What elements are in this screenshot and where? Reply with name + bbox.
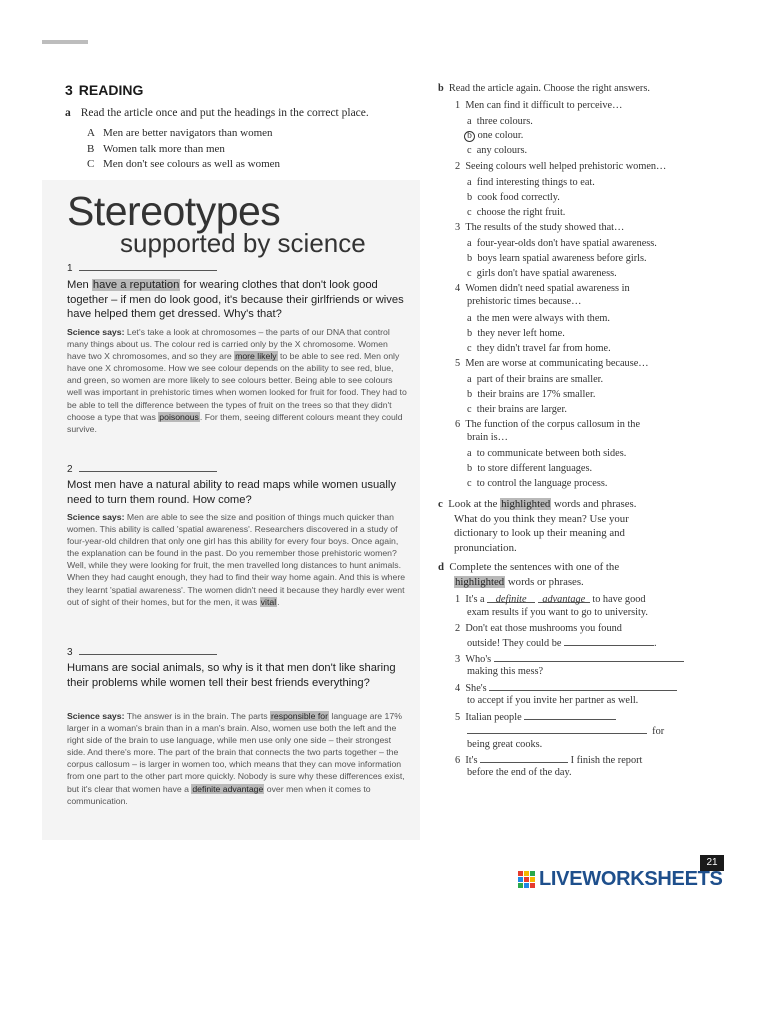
section-2-body: Science says: Men are able to see the size and position of things much quicker than women. This ability is called 'spatial awareness'. Researchers discovered in a study of four-year-old children that only one girl has this ability for every four boys. Once again, the explanation can be found in the past. Do you remember those prehistoric women? Well, while they were looking for fruit, the men travelled long distances to hunt animals. When they had caught enough, they had to find their way home again. And this is where they learnt 'spatial awareness'. The women didn't need it because they hardly ever went out of sight of their homes, but for the men, it was vital. <box>67 512 406 607</box>
heading-a: A Men are better navigators than women <box>87 127 273 139</box>
sentence-5-blank-a[interactable] <box>524 710 616 720</box>
task-d: d Complete the sentences with one of the highlighted words or phrases. <box>438 561 620 588</box>
heading-blank-1[interactable]: 1 <box>67 262 217 274</box>
heading-b: B Women talk more than men <box>87 142 225 155</box>
question-2: 2 Seeing colours well helped prehistoric women… <box>455 161 667 172</box>
q3-option-c[interactable]: c girls don't have spatial awareness. <box>467 268 617 279</box>
sentence-2-cont: outside! They could be . <box>467 638 657 649</box>
logo-icon <box>518 871 535 888</box>
page-number: 21 <box>700 855 724 871</box>
q4-option-b[interactable]: b they never left home. <box>467 328 565 339</box>
sentence-3-cont: making this mess? <box>467 666 544 677</box>
heading-blank-2[interactable]: 2 <box>67 463 217 475</box>
highlight-vital: vital <box>260 596 277 607</box>
question-5: 5 Men are worse at communicating because… <box>455 358 649 369</box>
heading-answer-line-3[interactable] <box>79 646 217 655</box>
sentence-5-mid: for <box>467 724 664 740</box>
sentence-1-cont: exam results if you want to go to university. <box>467 607 648 618</box>
sentence-3: 3 Who's <box>455 652 684 668</box>
sentence-1: 1 It's a definite advantage to have good <box>455 594 646 605</box>
question-4-cont: prehistoric times because… <box>467 296 582 307</box>
sentence-5-blank-b[interactable] <box>467 724 647 734</box>
headings-list <box>87 126 280 173</box>
q2-option-a[interactable]: a find interesting things to eat. <box>467 177 595 188</box>
question-6: 6 The function of the corpus callosum in the <box>455 419 641 430</box>
task-b-instruction: b Read the article again. Choose the right answers. <box>438 83 650 94</box>
sentence-6: 6 It's I finish the report <box>455 755 643 766</box>
question-6-cont: brain is… <box>467 432 508 443</box>
question-3: 3 The results of the study showed that… <box>455 222 625 233</box>
q5-option-c[interactable]: c their brains are larger. <box>467 404 567 415</box>
q3-option-a[interactable]: a four-year-olds don't have spatial awareness. <box>467 238 657 249</box>
section-3-question: Humans are social animals, so why is it that men don't like sharing their problems while women tell their best friends everything? <box>67 662 396 689</box>
q6-option-a[interactable]: a to communicate between both sides. <box>467 448 627 459</box>
q6-option-c[interactable]: c to control the language process. <box>467 478 608 489</box>
highlight-word-2: highlighted <box>455 575 505 588</box>
question-4: 4 Women didn't need spatial awareness in <box>455 283 630 294</box>
sentence-4: 4 She's <box>455 681 677 697</box>
q5-option-b[interactable]: b their brains are 17% smaller. <box>467 389 596 400</box>
highlight-responsible-for: responsible for <box>271 711 328 721</box>
task-a-instruction: a Read the article once and put the headings in the correct place. <box>65 107 369 119</box>
section-1-body: Science says: Let's take a look at chromosomes – the parts of our DNA that control many things about us. The colour red is carried only by the X chromosome. Women have two X chromosomes, and so they are more likely to be able to see red. Men only have one X chromosome. How we see colour depends on the ability to see red, blue, and green, so women are more likely to see colours better. Being able to see colours well was important in prehistoric times when women looked for fruit for food. They had to be able to tell the difference between the types of fruit on the trees so that they didn't choose a type that was poisonous. For them, seeing different colours meant they could survive. <box>67 327 407 434</box>
sentence-6-blank[interactable] <box>480 753 568 763</box>
sentence-2-blank[interactable] <box>564 636 654 646</box>
q2-option-c[interactable]: c choose the right fruit. <box>467 207 566 218</box>
q1-option-a[interactable]: a three colours. <box>467 116 533 127</box>
heading-blank-3[interactable]: 3 <box>67 646 217 658</box>
sentence-4-cont: to accept if you invite her partner as well. <box>467 695 639 706</box>
sentence-5: 5 Italian people <box>455 710 616 726</box>
sentence-2: 2 Don't eat those mushrooms you found <box>455 623 622 634</box>
q4-option-c[interactable]: c they didn't travel far from home. <box>467 343 611 354</box>
article-subtitle: supported by science <box>120 228 366 258</box>
q2-option-b[interactable]: b cook food correctly. <box>467 192 560 203</box>
task-c: c Look at the highlighted words and phrases. What do you think they mean? Use your dictionary to look up their meaning and pronunciation. <box>438 498 637 554</box>
q3-option-b[interactable]: b boys learn spatial awareness before girls. <box>467 253 647 264</box>
sentence-1-blank-a[interactable]: definite <box>487 593 535 603</box>
q1-option-c[interactable]: c any colours. <box>467 145 528 156</box>
question-1: 1 Men can find it difficult to perceive… <box>455 100 623 111</box>
selected-answer-circle: b <box>464 131 475 142</box>
section-2-question: Most men have a natural ability to read maps while women usually need to turn them round. How come? <box>67 479 396 506</box>
sentence-1-blank-b[interactable]: advantage <box>538 593 590 603</box>
highlight-word: highlighted <box>501 498 551 510</box>
sentence-5-cont: being great cooks. <box>467 739 543 750</box>
highlight-poisonous: poisonous <box>159 411 199 422</box>
top-bar-decoration <box>42 40 88 44</box>
q6-option-b[interactable]: b to store different languages. <box>467 463 593 474</box>
heading-answer-line-1[interactable] <box>79 262 217 271</box>
heading-answer-line-2[interactable] <box>79 463 217 472</box>
section-title: 3 READING <box>65 82 144 98</box>
sentence-3-blank[interactable] <box>494 652 684 662</box>
highlight-definite-advantage: definite advantage <box>192 783 264 794</box>
highlight-more-likely: more likely <box>235 351 277 362</box>
sentence-4-blank[interactable] <box>489 681 677 691</box>
sentence-6-cont: before the end of the day. <box>467 767 572 778</box>
highlight-have-a-reputation: have a reputation <box>92 279 180 291</box>
q1-option-b[interactable]: b one colour. <box>464 130 523 142</box>
article-title: Stereotypes <box>67 188 281 234</box>
liveworksheets-logo: LIVEWORKSHEETS <box>518 868 723 891</box>
heading-c: C Men don't see colours as well as women <box>87 158 281 170</box>
q5-option-a[interactable]: a part of their brains are smaller. <box>467 374 604 385</box>
section-3-body: Science says: The answer is in the brain. The parts responsible for language are 17% larger in a woman's brain than in a man's brain. Also, women use both the left and the right side of the brain to use language, while men use only one side – their strongest side. And there's more. The part of the brain that connects the two parts together – the corpus callosum – is larger in women too, which means that they can move information from one part to the other part more quickly. Nobody is sure why these differences exist, but it's clear that women have a definite advantage over men when it comes to communication. <box>67 711 405 806</box>
q4-option-a[interactable]: a the men were always with them. <box>467 313 610 324</box>
section-1-question: Men have a reputation for wearing clothes that don't look good together – if men do look good, it's because their girlfriends or wives have helped them get dressed. Why's that? <box>67 279 404 320</box>
